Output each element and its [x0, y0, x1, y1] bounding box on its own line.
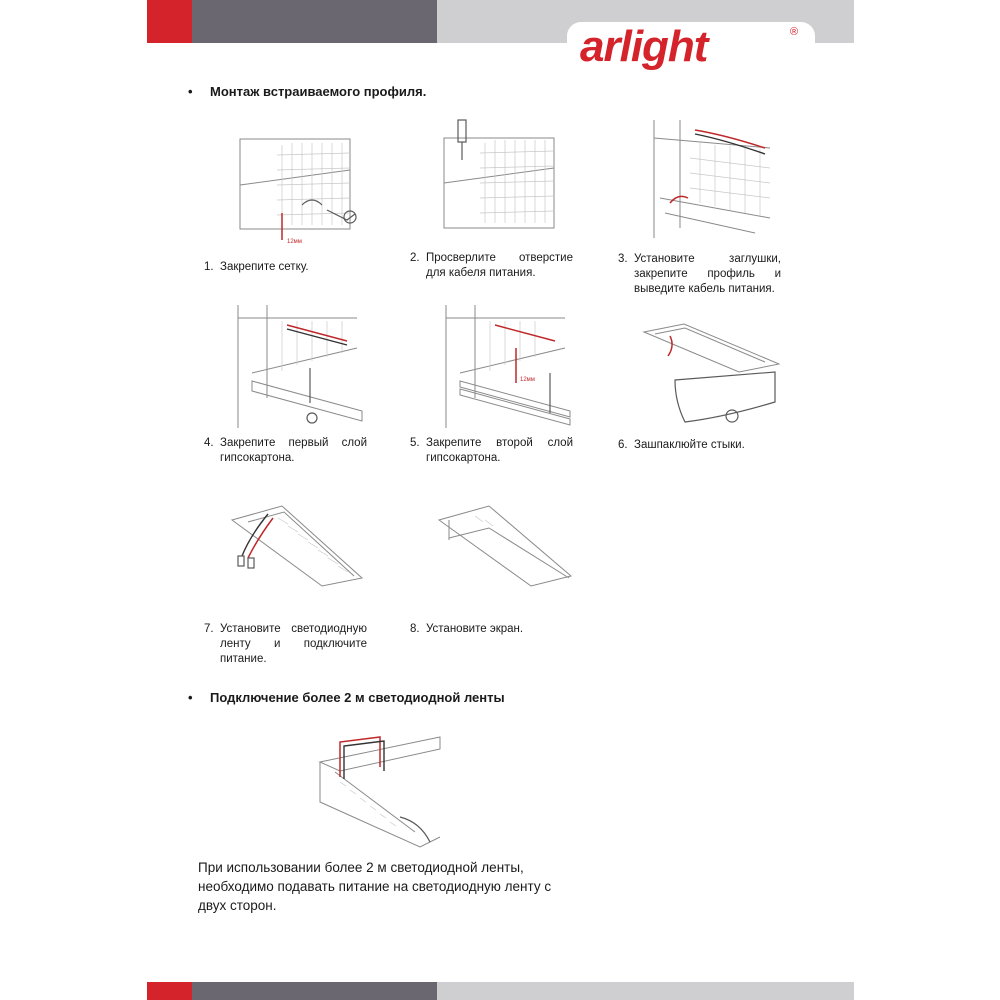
footer-bar-red — [147, 982, 192, 1000]
step-text: Закрепите сетку. — [220, 261, 309, 273]
figure-step-4 — [232, 303, 367, 433]
step-4 — [204, 436, 367, 466]
step-7 — [204, 622, 367, 667]
step-5 — [410, 436, 573, 466]
step-number: 4. — [204, 437, 214, 449]
figure-step-1 — [232, 125, 362, 250]
dimension-label: 12мм — [287, 239, 302, 245]
footer-bar-dark — [192, 982, 437, 1000]
step-text: Закрепите второй слой гипсокартона. — [426, 437, 573, 464]
figure-step-5 — [440, 303, 575, 433]
step-text: Установите светодиодную ленту и подключите питание. — [220, 623, 367, 665]
step-text: Закрепите первый слой гипсокартона. — [220, 437, 367, 464]
header-bar-dark — [192, 0, 437, 43]
step-number: 2. — [410, 252, 420, 264]
header-bar-red — [147, 0, 192, 43]
step-number: 6. — [618, 439, 628, 451]
step-1 — [204, 260, 367, 275]
registered-mark: ® — [790, 26, 799, 38]
bullet: • — [188, 690, 193, 705]
step-text: Просверлите отверстие для кабеля питания. — [426, 252, 573, 279]
figure-step-8 — [435, 498, 575, 593]
step-number: 1. — [204, 261, 214, 273]
bullet: • — [188, 84, 193, 99]
section-title-installation — [188, 84, 427, 99]
step-text: Установите экран. — [426, 623, 524, 635]
footer-bar-light — [437, 982, 854, 1000]
step-2 — [410, 251, 573, 281]
figure-step-3 — [640, 118, 775, 240]
figure-step-2 — [440, 118, 570, 240]
step-8 — [410, 622, 573, 637]
step-text: Зашпаклюйте стыки. — [634, 439, 745, 451]
dimension-label: 12мм — [520, 377, 535, 383]
step-number: 5. — [410, 437, 420, 449]
figure-step-7 — [228, 498, 368, 593]
brand-logo: arlight — [580, 22, 708, 71]
figure-step-6 — [640, 318, 780, 428]
step-3 — [618, 252, 781, 297]
step-text: Установите заглушки, закрепите профиль и выведите кабель питания. — [634, 253, 781, 295]
figure-connection — [310, 722, 450, 852]
step-6 — [618, 438, 781, 453]
connection-note: При использовании более 2 м светодиодной ленты, необходимо подавать питание на светодиодную ленту с двух сторон. — [198, 860, 552, 913]
section-title-text: Монтаж встраиваемого профиля. — [210, 84, 427, 99]
section-title-text: Подключение более 2 м светодиодной ленты — [210, 690, 505, 705]
step-number: 3. — [618, 253, 628, 265]
section-title-connection — [188, 690, 505, 705]
step-number: 7. — [204, 623, 214, 635]
step-number: 8. — [410, 623, 420, 635]
